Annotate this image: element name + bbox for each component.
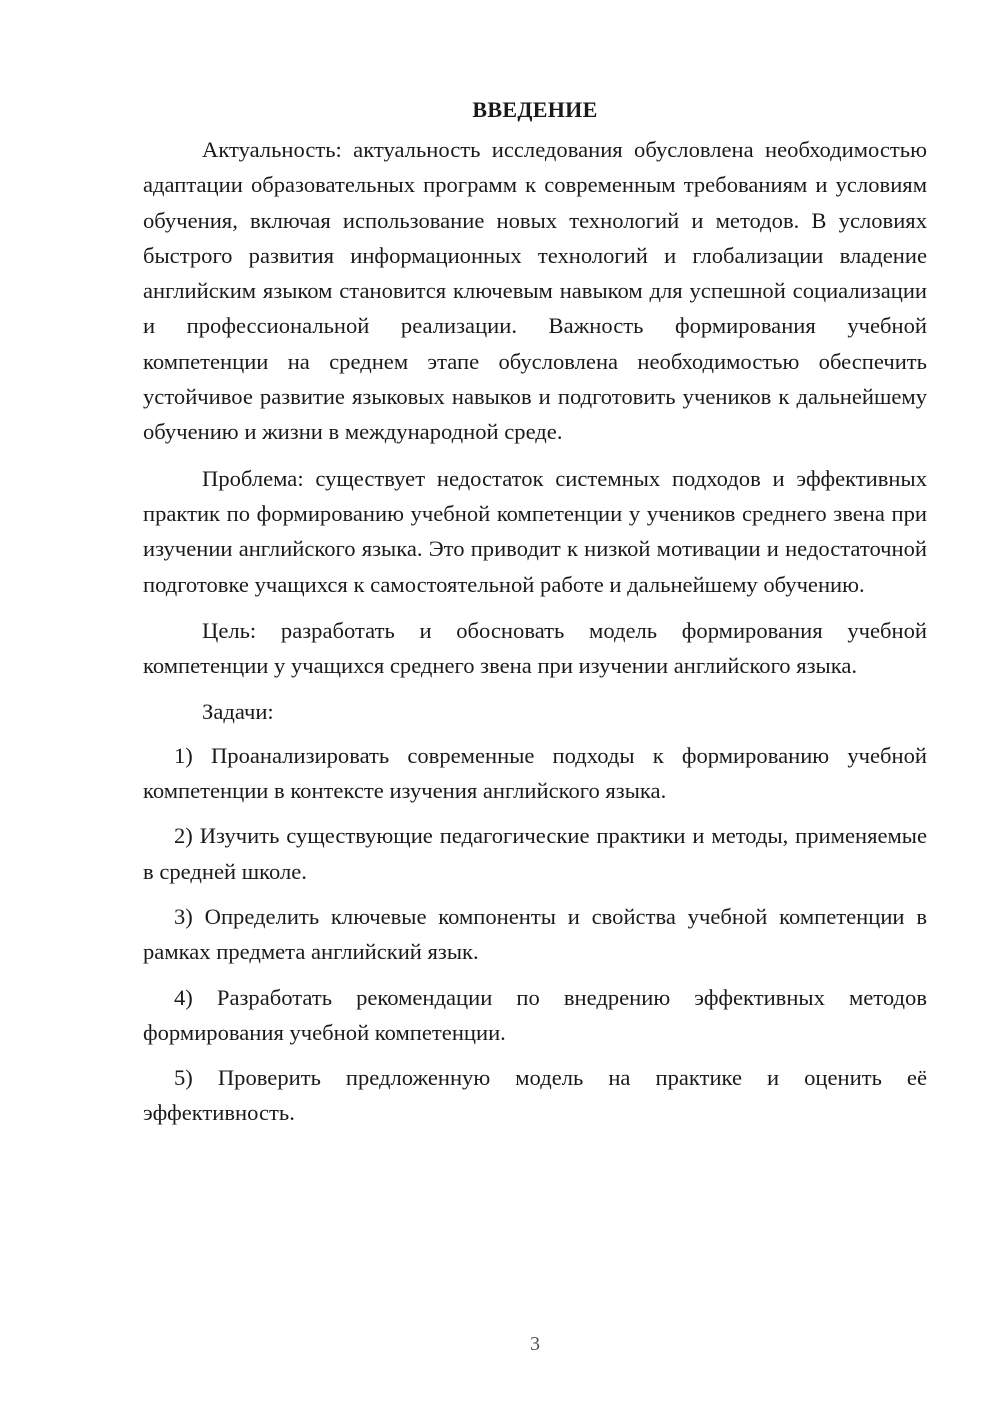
task-item-3: 3) Определить ключевые компоненты и свойства учебной компетенции в рамках предмета английский язык.	[143, 903, 927, 965]
page-number: 3	[530, 1333, 540, 1355]
tasks-label: Задачи:	[202, 699, 274, 725]
page-content	[143, 92, 927, 1141]
paragraph-relevance: Актуальность: актуальность исследования обусловлена необходимостью адаптации образовательных программ к современным требованиям и условиям обучения, включая использование новых технологий и методов. В условиях быстрого развития информационных технологий и глобализации владение английским языком становится ключевым навыком для успешной социализации и профессиональной реализации. Важность формирования учебной компетенции на среднем этапе обусловлена необходимостью обеспечить устойчивое развитие языковых навыков и подготовить учеников к дальнейшему обучению и жизни в международной среде.	[143, 137, 927, 445]
task-item-4: 4) Разработать рекомендации по внедрению эффективных методов формирования учебной компетенции.	[143, 984, 927, 1045]
paragraph-problem: Проблема: существует недостаток системных подходов и эффективных практик по формированию учебной компетенции у учеников среднего звена при изучении английского языка. Это приводит к низкой мотивации и недостаточной подготовке учащихся к самостоятельной работе и дальнейшему обучению.	[143, 465, 927, 597]
task-item-1: 1) Проанализировать современные подходы к формированию учебной компетенции в контексте изучения английского языка.	[143, 742, 927, 804]
section-heading: ВВЕДЕНИЕ	[472, 97, 598, 122]
task-item-5: 5) Проверить предложенную модель на практике и оценить её эффективность.	[143, 1065, 927, 1126]
task-item-2: 2) Изучить существующие педагогические практики и методы, применяемые в средней школе.	[143, 823, 927, 884]
paragraph-goal: Цель: разработать и обосновать модель формирования учебной компетенции у учащихся среднего звена при изучении английского языка.	[143, 617, 927, 679]
